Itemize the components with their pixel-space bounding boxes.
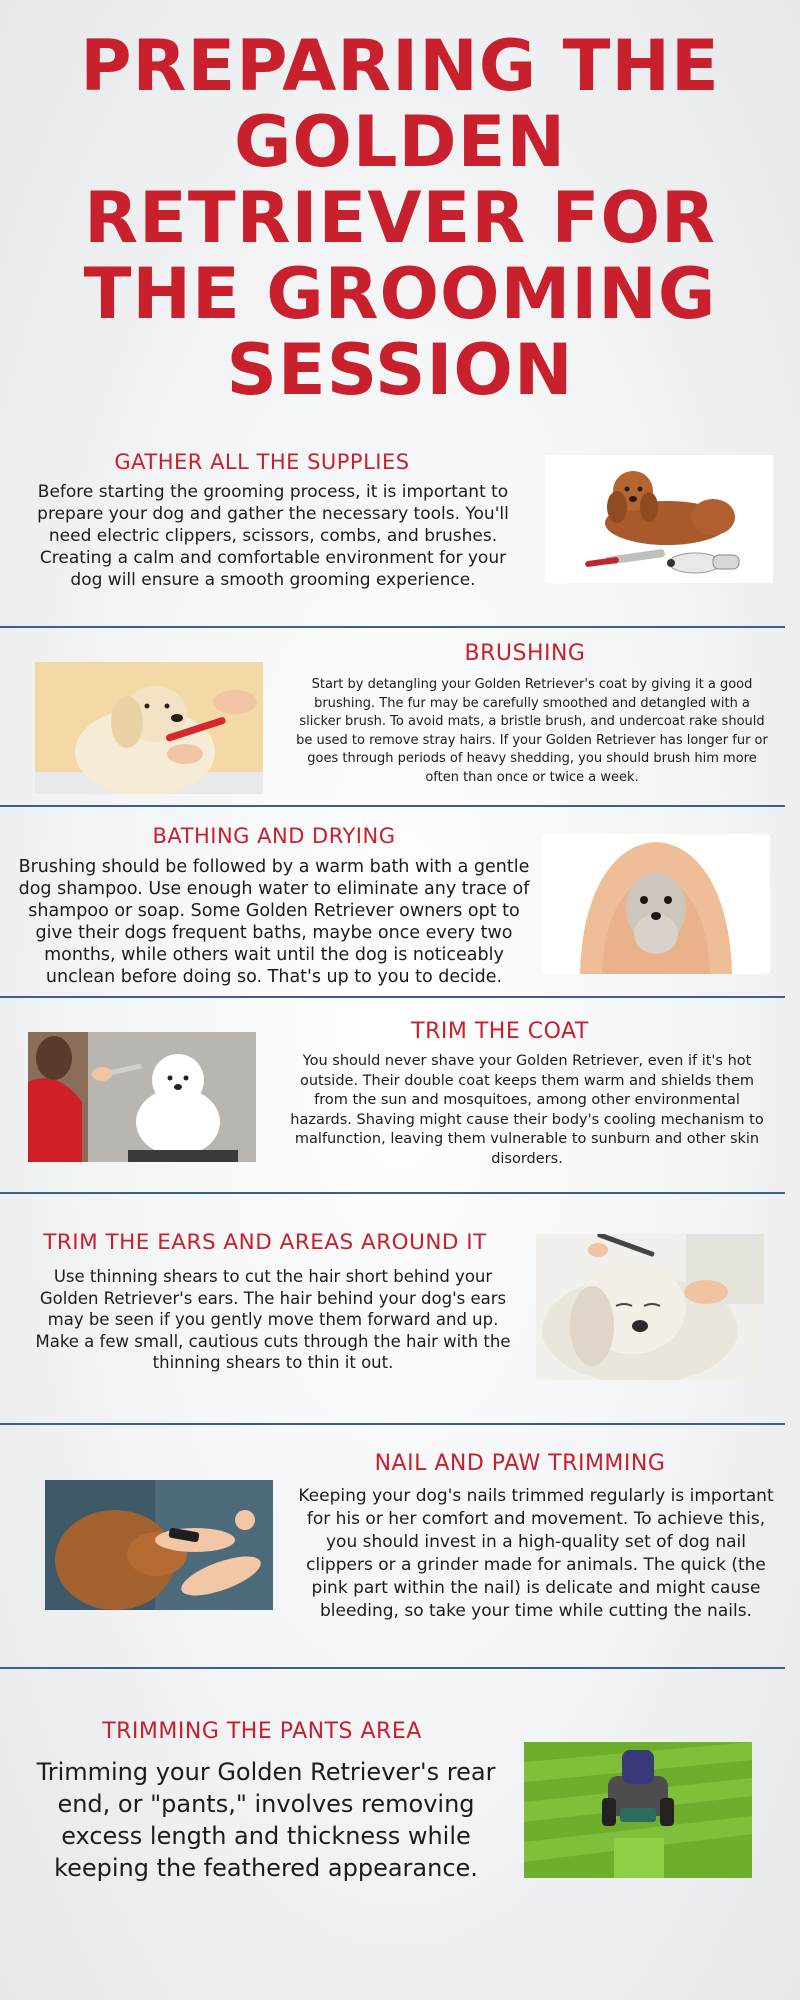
section-divider — [0, 805, 785, 807]
section-heading-trim-coat: TRIM THE COAT — [411, 1019, 589, 1044]
ears-photo — [536, 1234, 764, 1380]
section-text-pants: Trimming your Golden Retriever's rear end, or "pants," involves removing excess length and thickness while keeping the feathered appearance. — [36, 1758, 496, 1882]
trim-coat-photo — [28, 1032, 256, 1162]
section-heading-brushing: BRUSHING — [464, 641, 586, 666]
section-text-bathing: Brushing should be followed by a warm bath with a gentle dog shampoo. Use enough water to eliminate any trace of shampoo or soap. Some Golden Retriever owners opt to give their dogs frequent baths, maybe once every two months, while others wait until the dog is noticeably unclean before doing so. That's up to you to decide. — [18, 857, 530, 987]
section-heading-pants: TRIMMING THE PANTS AREA — [102, 1719, 422, 1744]
section-text-supplies: Before starting the grooming process, it is important to prepare your dog and gather the necessary tools. You'll need electric clippers, scissors, combs, and brushes. Creating a calm and comfortable environment for your dog will ensure a smooth grooming experience. — [37, 482, 509, 590]
section-heading-bathing: BATHING AND DRYING — [152, 824, 396, 848]
section-text-nail: Keeping your dog's nails trimmed regularly is important for his or her comfort and movement. To achieve this, you should invest in a high-quality set of dog nail clippers or a grinder made for animals. The quick (the pink part within the nail) is delicate and might cause bleeding, so take your time while cutting the nails. — [298, 1486, 774, 1621]
nail-photo — [45, 1480, 273, 1610]
section-heading-ears: TRIM THE EARS AND AREAS AROUND IT — [43, 1230, 487, 1255]
section-divider — [0, 996, 785, 998]
section-divider — [0, 626, 785, 628]
pants-photo — [524, 1742, 752, 1878]
section-text-ears: Use thinning shears to cut the hair short behind your Golden Retriever's ears. The hair behind your dog's ears may be seen if you gently move them forward and up. Make a few small, cautious cuts through the hair with the thinning shears to thin it out. — [35, 1267, 511, 1372]
brushing-photo — [35, 662, 263, 794]
bathing-photo — [542, 834, 770, 974]
section-heading-supplies: GATHER ALL THE SUPPLIES — [114, 450, 410, 474]
section-heading-nail: NAIL AND PAW TRIMMING — [374, 1451, 666, 1476]
supplies-photo — [545, 455, 773, 583]
section-text-brushing: Start by detangling your Golden Retriever's coat by giving it a good brushing. The fur may be carefully smoothed and detangled with a slicker brush. To avoid mats, a bristle brush, and undercoat rake should be used to remove stray hairs. If your Golden Retriever has longer fur or goes through periods of heavy shedding, you should brush him more often than once or twice a week. — [296, 677, 768, 785]
section-text-trim-coat: You should never shave your Golden Retriever, even if it's hot outside. Their double coat keeps them warm and shields them from the sun and mosquitoes, among other environmental hazards. Shaving might cause their body's cooling mechanism to malfunction, leaving them vulnerable to sunburn and other skin disorders. — [290, 1053, 764, 1167]
section-divider — [0, 1192, 785, 1194]
section-divider — [0, 1423, 785, 1425]
page-title: PREPARING THE GOLDEN RETRIEVER FOR THE GROOMING SESSION — [80, 25, 720, 411]
section-divider — [0, 1667, 785, 1669]
